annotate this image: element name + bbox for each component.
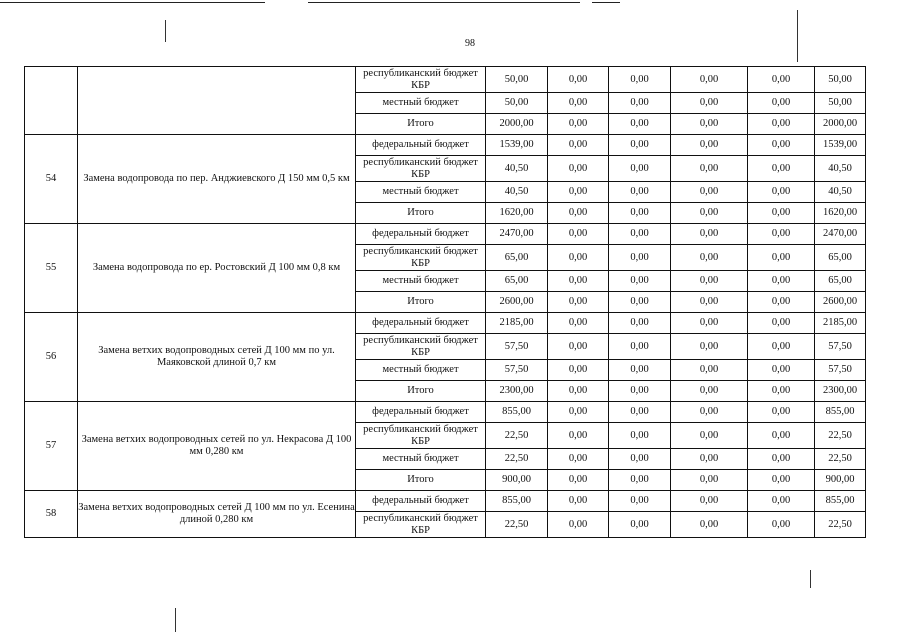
top-rule — [308, 2, 580, 3]
funding-source-cell: республиканский бюджет КБР — [356, 423, 486, 449]
project-name-cell: Замена водопровода по пер. Анджиевского Д 150 мм 0,5 км — [78, 135, 356, 224]
amount-cell: 0,00 — [671, 224, 748, 245]
amount-cell: 0,00 — [671, 470, 748, 491]
amount-cell: 0,00 — [548, 402, 609, 423]
scan-mark — [797, 10, 798, 62]
item-number-cell: 55 — [25, 224, 78, 313]
amount-cell: 0,00 — [609, 271, 671, 292]
amount-cell: 2000,00 — [486, 114, 548, 135]
project-name-cell: Замена ветхих водопроводных сетей по ул. Некрасова Д 100 мм 0,280 км — [78, 402, 356, 491]
funding-source-cell: местный бюджет — [356, 360, 486, 381]
amount-cell: 0,00 — [548, 93, 609, 114]
amount-cell: 0,00 — [548, 423, 609, 449]
funding-source-cell: федеральный бюджет — [356, 135, 486, 156]
amount-cell: 0,00 — [671, 67, 748, 93]
amount-cell: 855,00 — [815, 491, 866, 512]
amount-cell: 65,00 — [815, 271, 866, 292]
item-number-cell: 57 — [25, 402, 78, 491]
amount-cell: 0,00 — [609, 156, 671, 182]
funding-source-cell: федеральный бюджет — [356, 313, 486, 334]
amount-cell: 1620,00 — [486, 203, 548, 224]
amount-cell: 0,00 — [609, 470, 671, 491]
funding-source-cell: Итого — [356, 381, 486, 402]
funding-source-cell: федеральный бюджет — [356, 402, 486, 423]
amount-cell: 57,50 — [486, 334, 548, 360]
funding-source-cell: Итого — [356, 292, 486, 313]
amount-cell: 900,00 — [815, 470, 866, 491]
amount-cell: 0,00 — [748, 156, 815, 182]
funding-source-cell: республиканский бюджет КБР — [356, 67, 486, 93]
amount-cell: 0,00 — [609, 313, 671, 334]
amount-cell: 0,00 — [671, 203, 748, 224]
amount-cell: 65,00 — [486, 245, 548, 271]
amount-cell: 0,00 — [748, 334, 815, 360]
funding-source-cell: Итого — [356, 203, 486, 224]
amount-cell: 0,00 — [548, 381, 609, 402]
table-row — [25, 67, 866, 93]
amount-cell: 900,00 — [486, 470, 548, 491]
table-row — [25, 224, 866, 245]
amount-cell: 0,00 — [748, 470, 815, 491]
amount-cell: 0,00 — [671, 114, 748, 135]
project-name-cell: Замена ветхих водопроводных сетей Д 100 мм по ул. Есенина длиной 0,280 км — [78, 491, 356, 538]
amount-cell: 40,50 — [486, 156, 548, 182]
item-number-cell — [25, 67, 78, 135]
item-number-cell: 56 — [25, 313, 78, 402]
funding-source-cell: республиканский бюджет КБР — [356, 512, 486, 538]
amount-cell: 0,00 — [548, 271, 609, 292]
amount-cell: 22,50 — [486, 512, 548, 538]
amount-cell: 57,50 — [815, 360, 866, 381]
amount-cell: 0,00 — [671, 156, 748, 182]
amount-cell: 0,00 — [548, 156, 609, 182]
funding-source-cell: местный бюджет — [356, 93, 486, 114]
amount-cell: 0,00 — [671, 182, 748, 203]
amount-cell: 0,00 — [548, 512, 609, 538]
amount-cell: 0,00 — [748, 423, 815, 449]
amount-cell: 0,00 — [609, 381, 671, 402]
amount-cell: 2000,00 — [815, 114, 866, 135]
scan-mark — [165, 20, 166, 42]
amount-cell: 0,00 — [748, 93, 815, 114]
funding-source-cell: Итого — [356, 114, 486, 135]
amount-cell: 0,00 — [609, 182, 671, 203]
amount-cell: 0,00 — [671, 402, 748, 423]
amount-cell: 50,00 — [815, 93, 866, 114]
scan-mark — [810, 570, 811, 588]
funding-source-cell: республиканский бюджет КБР — [356, 334, 486, 360]
table-row — [25, 135, 866, 156]
project-name-cell — [78, 67, 356, 135]
amount-cell: 0,00 — [548, 313, 609, 334]
amount-cell: 2300,00 — [815, 381, 866, 402]
amount-cell: 0,00 — [748, 402, 815, 423]
amount-cell: 0,00 — [748, 292, 815, 313]
amount-cell: 50,00 — [486, 67, 548, 93]
amount-cell: 50,00 — [815, 67, 866, 93]
amount-cell: 0,00 — [748, 245, 815, 271]
amount-cell: 0,00 — [748, 313, 815, 334]
budget-table — [24, 66, 866, 538]
amount-cell: 0,00 — [748, 271, 815, 292]
funding-source-cell: республиканский бюджет КБР — [356, 156, 486, 182]
amount-cell: 0,00 — [548, 360, 609, 381]
amount-cell: 0,00 — [671, 313, 748, 334]
table-row — [25, 402, 866, 423]
amount-cell: 0,00 — [671, 381, 748, 402]
amount-cell: 22,50 — [815, 423, 866, 449]
amount-cell: 57,50 — [486, 360, 548, 381]
table-row — [25, 491, 866, 512]
project-name-cell: Замена ветхих водопроводных сетей Д 100 мм по ул. Маяковской длиной 0,7 км — [78, 313, 356, 402]
scan-mark — [175, 608, 176, 632]
amount-cell: 1620,00 — [815, 203, 866, 224]
amount-cell: 0,00 — [548, 449, 609, 470]
amount-cell: 22,50 — [815, 449, 866, 470]
amount-cell: 0,00 — [671, 245, 748, 271]
amount-cell: 855,00 — [815, 402, 866, 423]
amount-cell: 0,00 — [748, 449, 815, 470]
amount-cell: 0,00 — [748, 182, 815, 203]
amount-cell: 0,00 — [548, 334, 609, 360]
amount-cell: 0,00 — [609, 512, 671, 538]
amount-cell: 0,00 — [671, 423, 748, 449]
amount-cell: 855,00 — [486, 491, 548, 512]
amount-cell: 0,00 — [671, 271, 748, 292]
amount-cell: 0,00 — [609, 93, 671, 114]
item-number-cell: 58 — [25, 491, 78, 538]
funding-source-cell: местный бюджет — [356, 271, 486, 292]
amount-cell: 40,50 — [486, 182, 548, 203]
amount-cell: 0,00 — [748, 114, 815, 135]
amount-cell: 0,00 — [609, 491, 671, 512]
amount-cell: 855,00 — [486, 402, 548, 423]
amount-cell: 0,00 — [548, 135, 609, 156]
top-rule — [592, 2, 620, 3]
amount-cell: 0,00 — [548, 182, 609, 203]
amount-cell: 0,00 — [548, 470, 609, 491]
amount-cell: 2300,00 — [486, 381, 548, 402]
amount-cell: 22,50 — [486, 423, 548, 449]
amount-cell: 0,00 — [671, 292, 748, 313]
top-rule — [0, 2, 265, 3]
amount-cell: 0,00 — [609, 360, 671, 381]
amount-cell: 0,00 — [609, 245, 671, 271]
amount-cell: 0,00 — [609, 423, 671, 449]
funding-source-cell: местный бюджет — [356, 182, 486, 203]
amount-cell: 0,00 — [671, 334, 748, 360]
amount-cell: 0,00 — [548, 245, 609, 271]
amount-cell: 0,00 — [548, 292, 609, 313]
amount-cell: 0,00 — [748, 360, 815, 381]
amount-cell: 0,00 — [609, 224, 671, 245]
amount-cell: 1539,00 — [815, 135, 866, 156]
amount-cell: 1539,00 — [486, 135, 548, 156]
funding-source-cell: федеральный бюджет — [356, 491, 486, 512]
amount-cell: 40,50 — [815, 156, 866, 182]
amount-cell: 0,00 — [548, 203, 609, 224]
amount-cell: 2600,00 — [486, 292, 548, 313]
amount-cell: 57,50 — [815, 334, 866, 360]
amount-cell: 40,50 — [815, 182, 866, 203]
amount-cell: 65,00 — [486, 271, 548, 292]
amount-cell: 0,00 — [609, 114, 671, 135]
amount-cell: 0,00 — [748, 203, 815, 224]
amount-cell: 0,00 — [671, 135, 748, 156]
funding-source-cell: федеральный бюджет — [356, 224, 486, 245]
amount-cell: 0,00 — [609, 67, 671, 93]
amount-cell: 0,00 — [609, 135, 671, 156]
amount-cell: 0,00 — [609, 334, 671, 360]
amount-cell: 0,00 — [671, 93, 748, 114]
amount-cell: 2185,00 — [815, 313, 866, 334]
amount-cell: 2470,00 — [815, 224, 866, 245]
amount-cell: 0,00 — [748, 512, 815, 538]
amount-cell: 65,00 — [815, 245, 866, 271]
item-number-cell: 54 — [25, 135, 78, 224]
page-number: 98 — [465, 38, 475, 49]
amount-cell: 0,00 — [671, 491, 748, 512]
amount-cell: 0,00 — [548, 491, 609, 512]
amount-cell: 0,00 — [671, 512, 748, 538]
amount-cell: 0,00 — [548, 114, 609, 135]
amount-cell: 0,00 — [748, 224, 815, 245]
amount-cell: 22,50 — [486, 449, 548, 470]
amount-cell: 0,00 — [748, 491, 815, 512]
amount-cell: 0,00 — [609, 292, 671, 313]
amount-cell: 0,00 — [609, 449, 671, 470]
funding-source-cell: республиканский бюджет КБР — [356, 245, 486, 271]
amount-cell: 0,00 — [748, 67, 815, 93]
amount-cell: 0,00 — [609, 203, 671, 224]
amount-cell: 0,00 — [609, 402, 671, 423]
amount-cell: 22,50 — [815, 512, 866, 538]
amount-cell: 0,00 — [548, 224, 609, 245]
amount-cell: 2600,00 — [815, 292, 866, 313]
amount-cell: 0,00 — [748, 381, 815, 402]
amount-cell: 2185,00 — [486, 313, 548, 334]
amount-cell: 50,00 — [486, 93, 548, 114]
funding-source-cell: местный бюджет — [356, 449, 486, 470]
amount-cell: 0,00 — [748, 135, 815, 156]
amount-cell: 0,00 — [671, 449, 748, 470]
funding-source-cell: Итого — [356, 470, 486, 491]
amount-cell: 0,00 — [548, 67, 609, 93]
project-name-cell: Замена водопровода по ер. Ростовский Д 100 мм 0,8 км — [78, 224, 356, 313]
amount-cell: 0,00 — [671, 360, 748, 381]
table-row — [25, 313, 866, 334]
amount-cell: 2470,00 — [486, 224, 548, 245]
